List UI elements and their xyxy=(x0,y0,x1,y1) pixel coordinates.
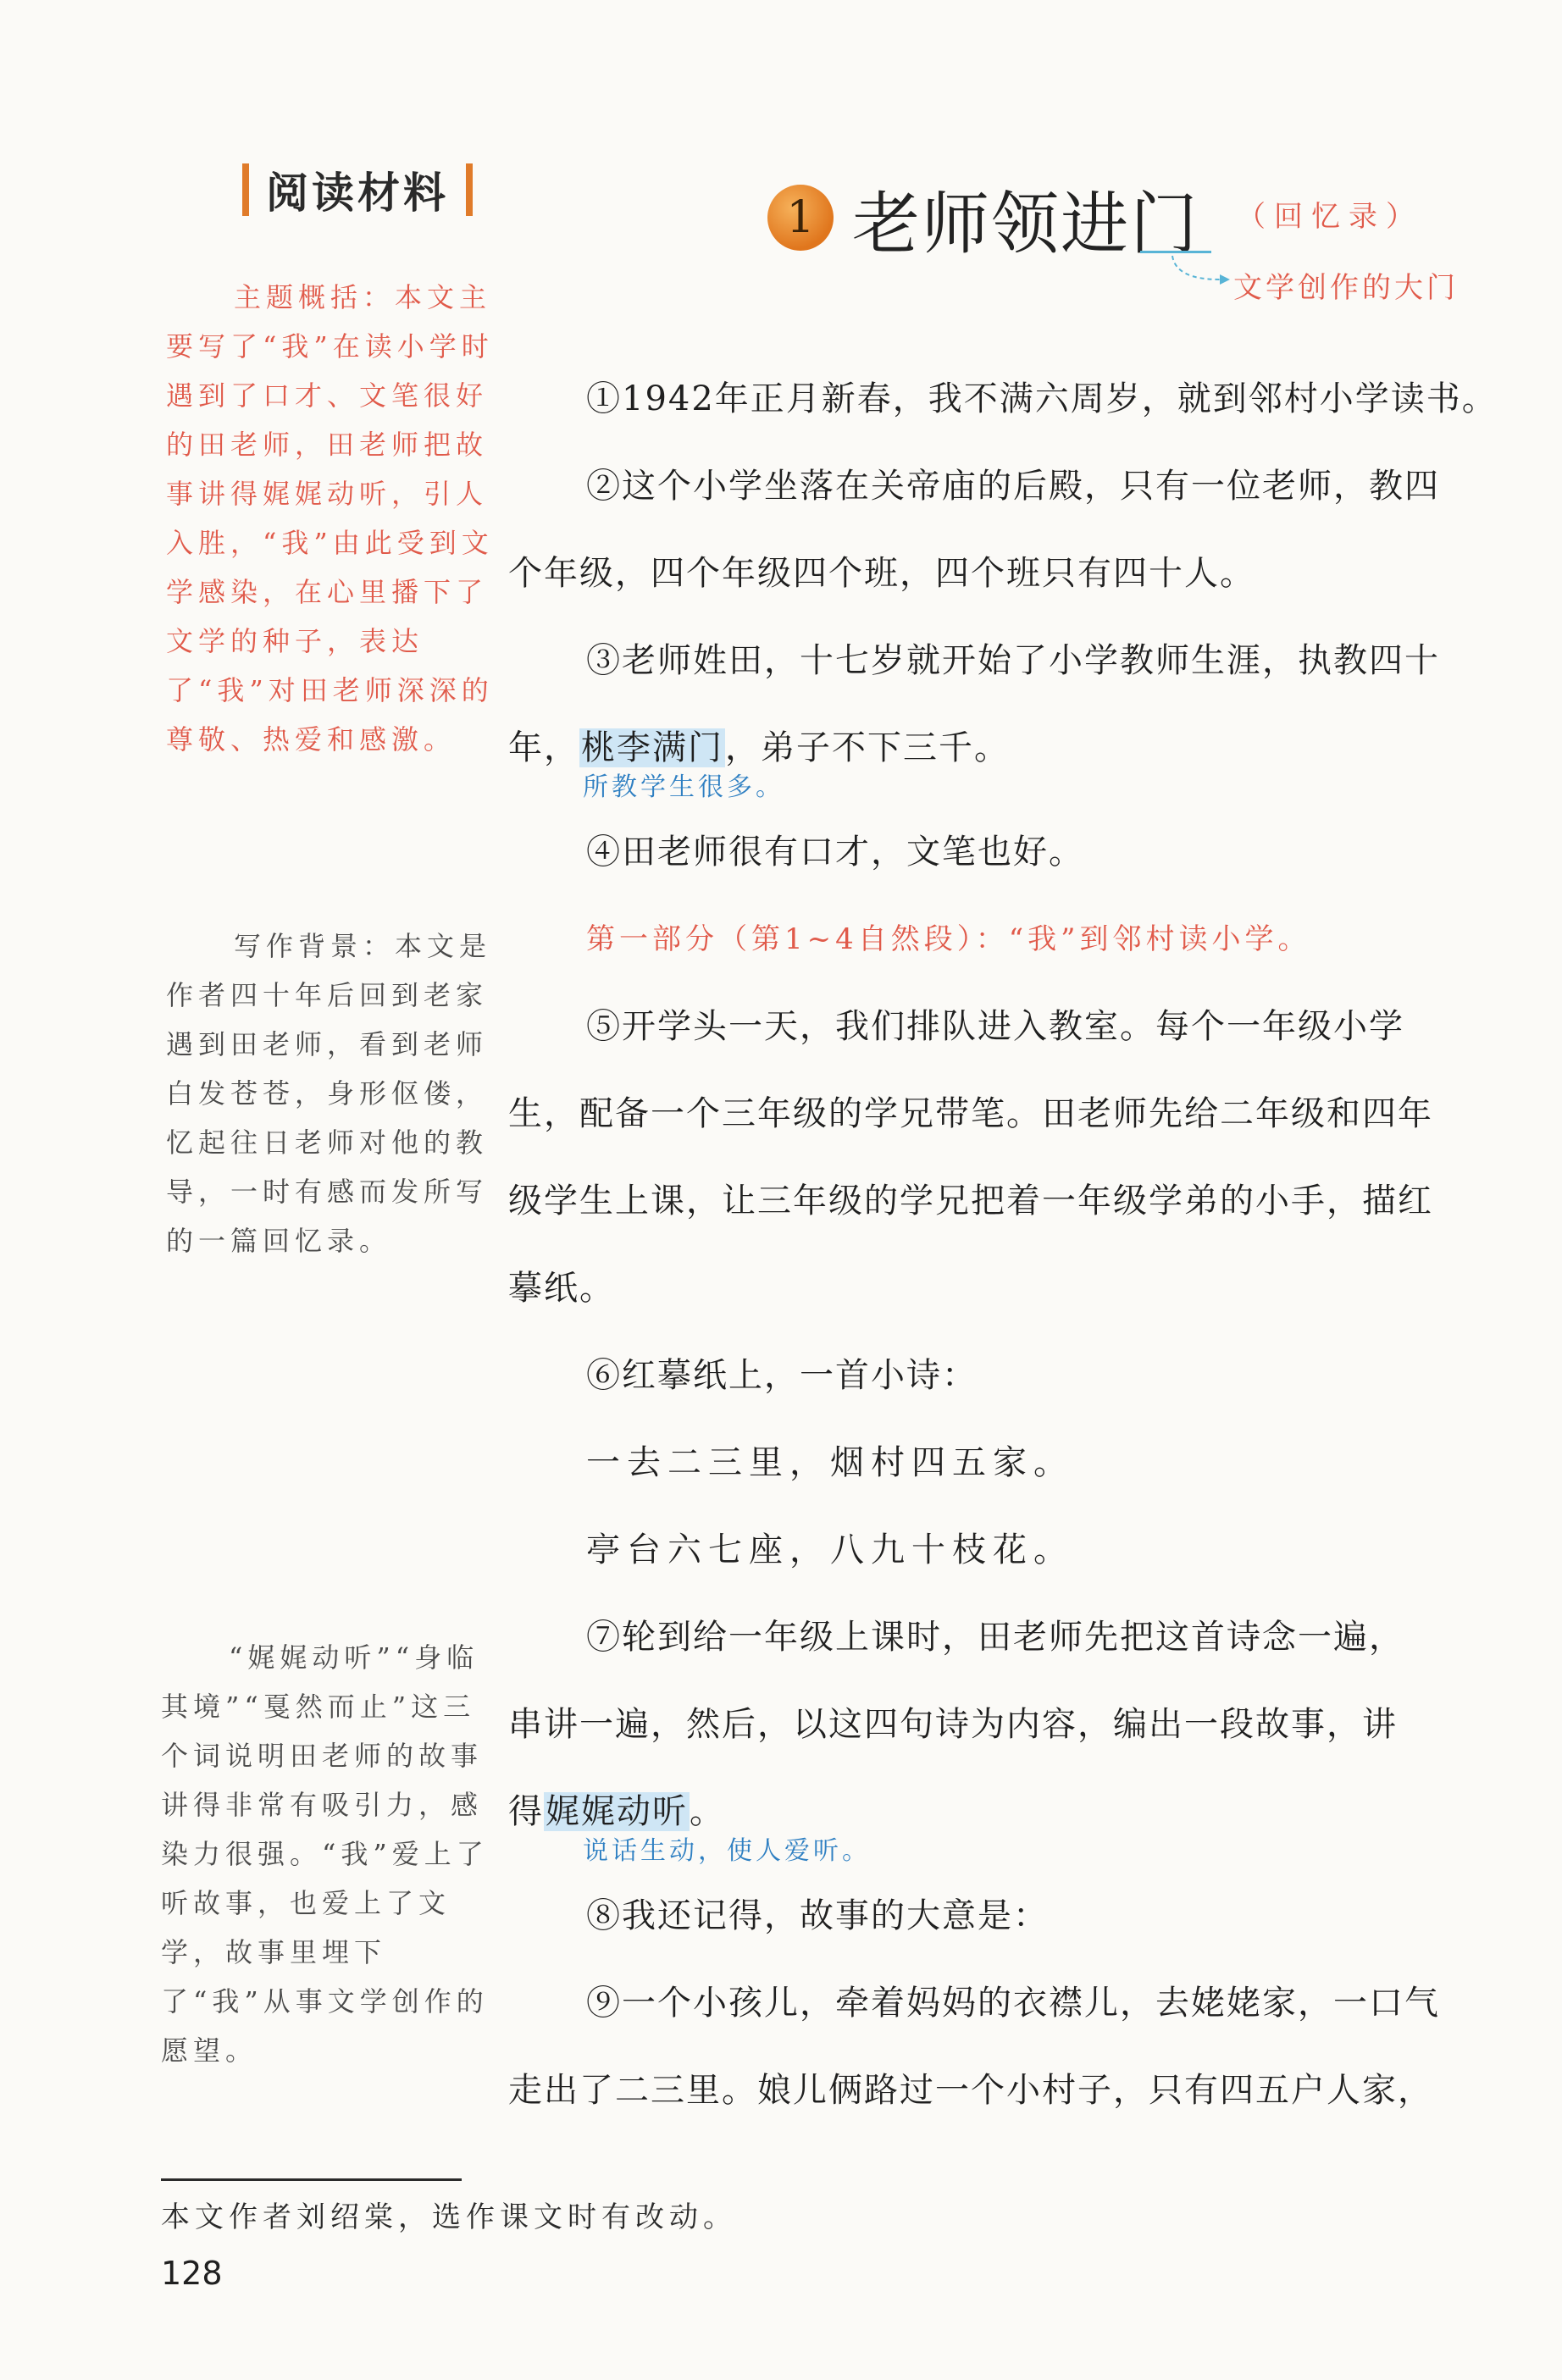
section-label-left-bar xyxy=(242,163,249,216)
margin-note-background xyxy=(166,922,505,1265)
paragraph-5-line-2: 生，配备一个三年级的学兄带笔。田老师先给二年级和四年 xyxy=(508,1094,1433,1133)
footnote-rule xyxy=(161,2178,462,2181)
poem-line-2: 亭台六七座，八九十枝花。 xyxy=(586,1530,1074,1569)
paragraph-5-line-4: 摹纸。 xyxy=(508,1269,615,1308)
section-label-text: 阅读材料 xyxy=(266,169,449,218)
lesson-number-badge: 1 xyxy=(767,185,834,251)
paragraph-2-line-2: 个年级，四个年级四个班，四个班只有四十人。 xyxy=(508,554,1255,593)
lesson-title: 老师领进门 xyxy=(852,185,1199,263)
text-span: 年， xyxy=(508,728,579,767)
paragraph-1: ①1942年正月新春，我不满六周岁，就到邻村小学读书。 xyxy=(586,379,1498,418)
paragraph-7-line-1: ⑦轮到给一年级上课时，田老师先把这首诗念一遍， xyxy=(586,1618,1404,1657)
margin-note-words xyxy=(161,1633,500,2075)
paragraph-3-line-1: ③老师姓田，十七岁就开始了小学教师生涯，执教四十 xyxy=(586,641,1440,680)
poem-line-1: 一去二三里，烟村四五家。 xyxy=(586,1443,1074,1482)
lesson-genre: （回忆录） xyxy=(1237,200,1423,234)
paragraph-5-line-1: ⑤开学头一天，我们排队进入教室。每个一年级小学 xyxy=(586,1007,1404,1046)
highlighted-phrase: 桃李满门 xyxy=(581,728,723,767)
text-span: 。 xyxy=(690,1792,725,1831)
paragraph-9-line-1: ⑨一个小孩儿，牵着妈妈的衣襟儿，去姥姥家，一口气 xyxy=(586,1984,1440,2023)
part-summary: 第一部分（第1~4自然段）：“我”到邻村读小学。 xyxy=(586,922,1311,956)
gloss-note: 所教学生很多。 xyxy=(583,772,784,802)
paragraph-6: ⑥红摹纸上，一首小诗： xyxy=(586,1356,978,1395)
section-label-right-bar xyxy=(466,163,473,216)
paragraph-8: ⑧我还记得，故事的大意是： xyxy=(586,1896,1049,1935)
title-annotation-underline xyxy=(1140,251,1211,253)
page-number: 128 xyxy=(161,2255,223,2292)
text-span: 得 xyxy=(508,1792,544,1831)
paragraph-2-line-1: ②这个小学坐落在关帝庙的后殿，只有一位老师，教四 xyxy=(586,467,1440,506)
title-annotation-note: 文学创作的大门 xyxy=(1233,271,1459,305)
gloss-note: 说话生动，使人爱听。 xyxy=(583,1836,871,1866)
paragraph-9-line-2: 走出了二三里。娘儿俩路过一个小村子，只有四五户人家， xyxy=(508,2071,1433,2110)
paragraph-5-line-3: 级学生上课，让三年级的学兄把着一年级学弟的小手，描红 xyxy=(508,1182,1433,1220)
annotation-arrow-icon xyxy=(1169,254,1233,288)
body-text xyxy=(508,356,1498,2134)
footnote: 本文作者刘绍棠，选作课文时有改动。 xyxy=(161,2200,737,2234)
text-span: ，弟子不下三千。 xyxy=(725,728,1010,767)
paragraph-4: ④田老师很有口才，文笔也好。 xyxy=(586,833,1084,872)
margin-note-theme xyxy=(166,273,505,764)
paragraph-7-line-2: 串讲一遍，然后，以这四句诗为内容，编出一段故事，讲 xyxy=(508,1705,1398,1744)
margin-note-words-text: “娓娓动听”“身临其境”“戛然而止”这三个词说明田老师的故事讲得非常有吸引力，感染力很强。“我”爱上了听故事，也爱上了文学，故事里埋下了“我”从事文学创作的愿望。 xyxy=(161,1641,489,2067)
margin-note-background-text: 写作背景：本文是作者四十年后回到老家遇到田老师，看到老师白发苍苍，身形伛偻，忆起往日老师对他的教导，一时有感而发所写的一篇回忆录。 xyxy=(166,930,492,1257)
margin-note-theme-text: 主题概括：本文主要写了“我”在读小学时遇到了口才、文笔很好的田老师，田老师把故事讲得娓娓动听，引人入胜，“我”由此受到文学感染，在心里播下了文学的种子，表达了“我”对田老师深深的尊敬、热爱和感激。 xyxy=(166,281,494,756)
section-label xyxy=(242,159,473,220)
highlighted-phrase: 娓娓动听 xyxy=(546,1792,688,1831)
